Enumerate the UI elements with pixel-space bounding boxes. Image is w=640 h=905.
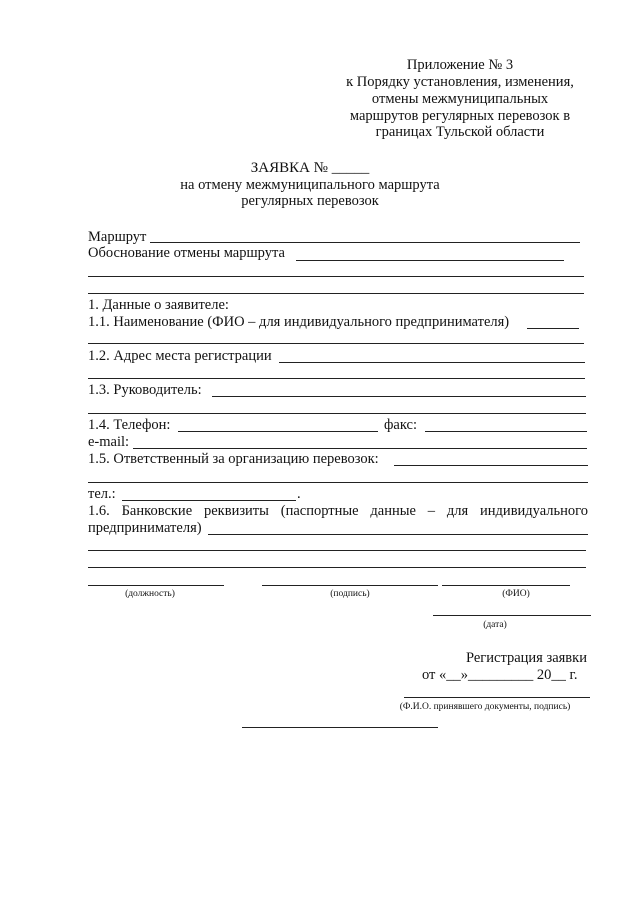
address-field[interactable]: [279, 362, 585, 363]
reason-field-line-3[interactable]: [88, 293, 584, 294]
responsible-field-line-2[interactable]: [88, 482, 588, 483]
signature-field[interactable]: [262, 585, 438, 586]
header-line-1: к Порядку установления, изменения,: [346, 74, 574, 90]
email-field[interactable]: [133, 448, 587, 449]
header-line-3: маршрутов регулярных перевозок в: [349, 108, 571, 124]
fax-field[interactable]: [425, 431, 587, 432]
appendix-number: Приложение № 3: [406, 57, 514, 73]
reason-label: Обоснование отмены маршрута: [88, 245, 285, 261]
fio-field[interactable]: [442, 585, 570, 586]
registration-date[interactable]: от «__»_________ 20__ г.: [422, 667, 578, 683]
fax-label: факс:: [384, 417, 417, 433]
email-label: e-mail:: [88, 434, 130, 450]
document-subtitle-1: на отмену межмуниципального маршрута: [180, 177, 440, 193]
position-caption: (должность): [125, 589, 175, 599]
bank-field-line-2[interactable]: [88, 550, 586, 551]
name-field[interactable]: [527, 328, 579, 329]
route-field[interactable]: [150, 242, 580, 243]
bank-label: 1.6. Банковские реквизиты (паспортные данные – для индивидуального: [88, 503, 588, 519]
date-caption: (дата): [483, 620, 507, 630]
address-label: 1.2. Адрес места регистрации: [88, 348, 272, 364]
tel-field[interactable]: [122, 500, 296, 501]
responsible-field[interactable]: [394, 465, 588, 466]
receiver-caption: (Ф.И.О. принявшего документы, подпись): [399, 702, 571, 712]
tel-period: .: [297, 486, 301, 502]
route-label: Маршрут: [88, 229, 147, 245]
bottom-separator: [242, 727, 438, 728]
signature-caption: (подпись): [330, 589, 370, 599]
header-line-2: отмены межмуниципальных: [371, 91, 549, 107]
document-title: ЗАЯВКА № _____: [250, 160, 370, 176]
applicant-section-label: 1. Данные о заявителе:: [88, 297, 229, 313]
manager-label: 1.3. Руководитель:: [88, 382, 202, 398]
registration-title: Регистрация заявки: [466, 650, 587, 666]
name-label: 1.1. Наименование (ФИО – для индивидуального предпринимателя): [88, 314, 510, 330]
tel-label: тел.:: [88, 486, 116, 502]
address-field-line-2[interactable]: [88, 378, 585, 379]
position-field[interactable]: [88, 585, 224, 586]
bank-field-line-3[interactable]: [88, 567, 586, 568]
fio-caption: (ФИО): [502, 589, 530, 599]
date-field[interactable]: [433, 615, 591, 616]
bank-label-2: предпринимателя): [88, 520, 202, 536]
receiver-field[interactable]: [404, 697, 590, 698]
reason-field-line-2[interactable]: [88, 276, 584, 277]
name-field-line-2[interactable]: [88, 343, 584, 344]
phone-label: 1.4. Телефон:: [88, 417, 171, 433]
header-line-4: границах Тульской области: [375, 124, 545, 140]
manager-field-line-2[interactable]: [88, 413, 586, 414]
manager-field[interactable]: [212, 396, 586, 397]
reason-field[interactable]: [296, 260, 564, 261]
bank-field[interactable]: [208, 534, 588, 535]
responsible-label: 1.5. Ответственный за организацию перевозок:: [88, 451, 379, 467]
phone-field[interactable]: [178, 431, 378, 432]
document-subtitle-2: регулярных перевозок: [241, 193, 379, 209]
